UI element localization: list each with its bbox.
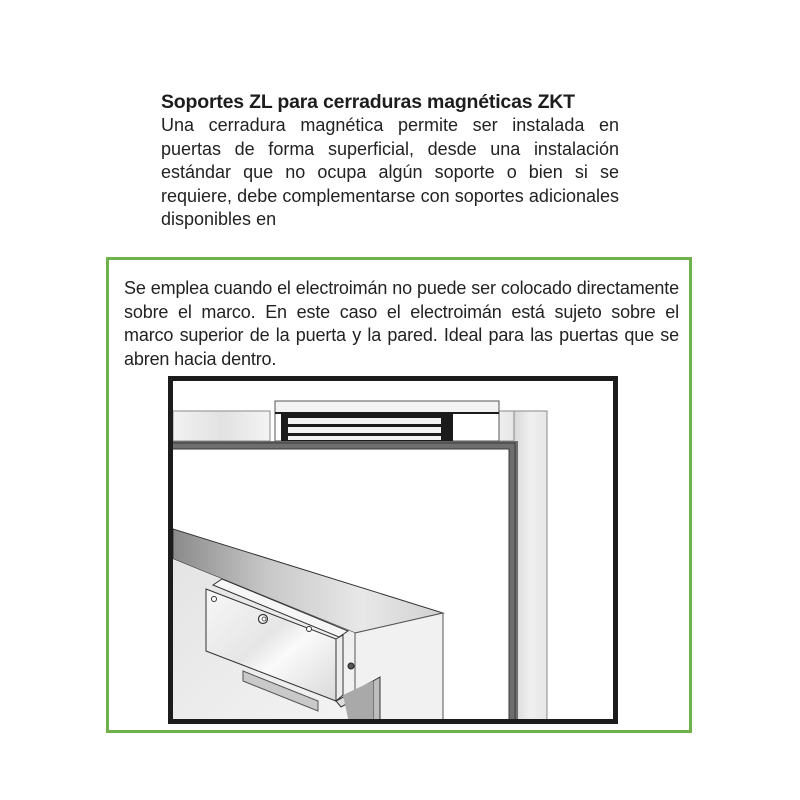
electromagnet: [275, 401, 499, 441]
bracket-description: Se emplea cuando el electroimán no puede ser colocado directamente sobre el marco. En este caso el electroimán está sujeto sobre el marco superior de la puerta y la pared. Ideal para las puertas que se abren hacia dentro.: [124, 278, 679, 369]
page-title: Soportes ZL para cerraduras magnéticas ZKT: [161, 91, 575, 113]
zl-bracket-illustration: [168, 376, 618, 724]
intro-section: [161, 90, 619, 232]
intro-paragraph: Una cerradura magnética permite ser instalada en puertas de forma superficial, desde una instalación estándar que no ocupa algún soporte o bien si se requiere, debe complementarse con soportes adicionales disponibles en: [161, 115, 619, 229]
wall-jamb: [514, 411, 547, 719]
